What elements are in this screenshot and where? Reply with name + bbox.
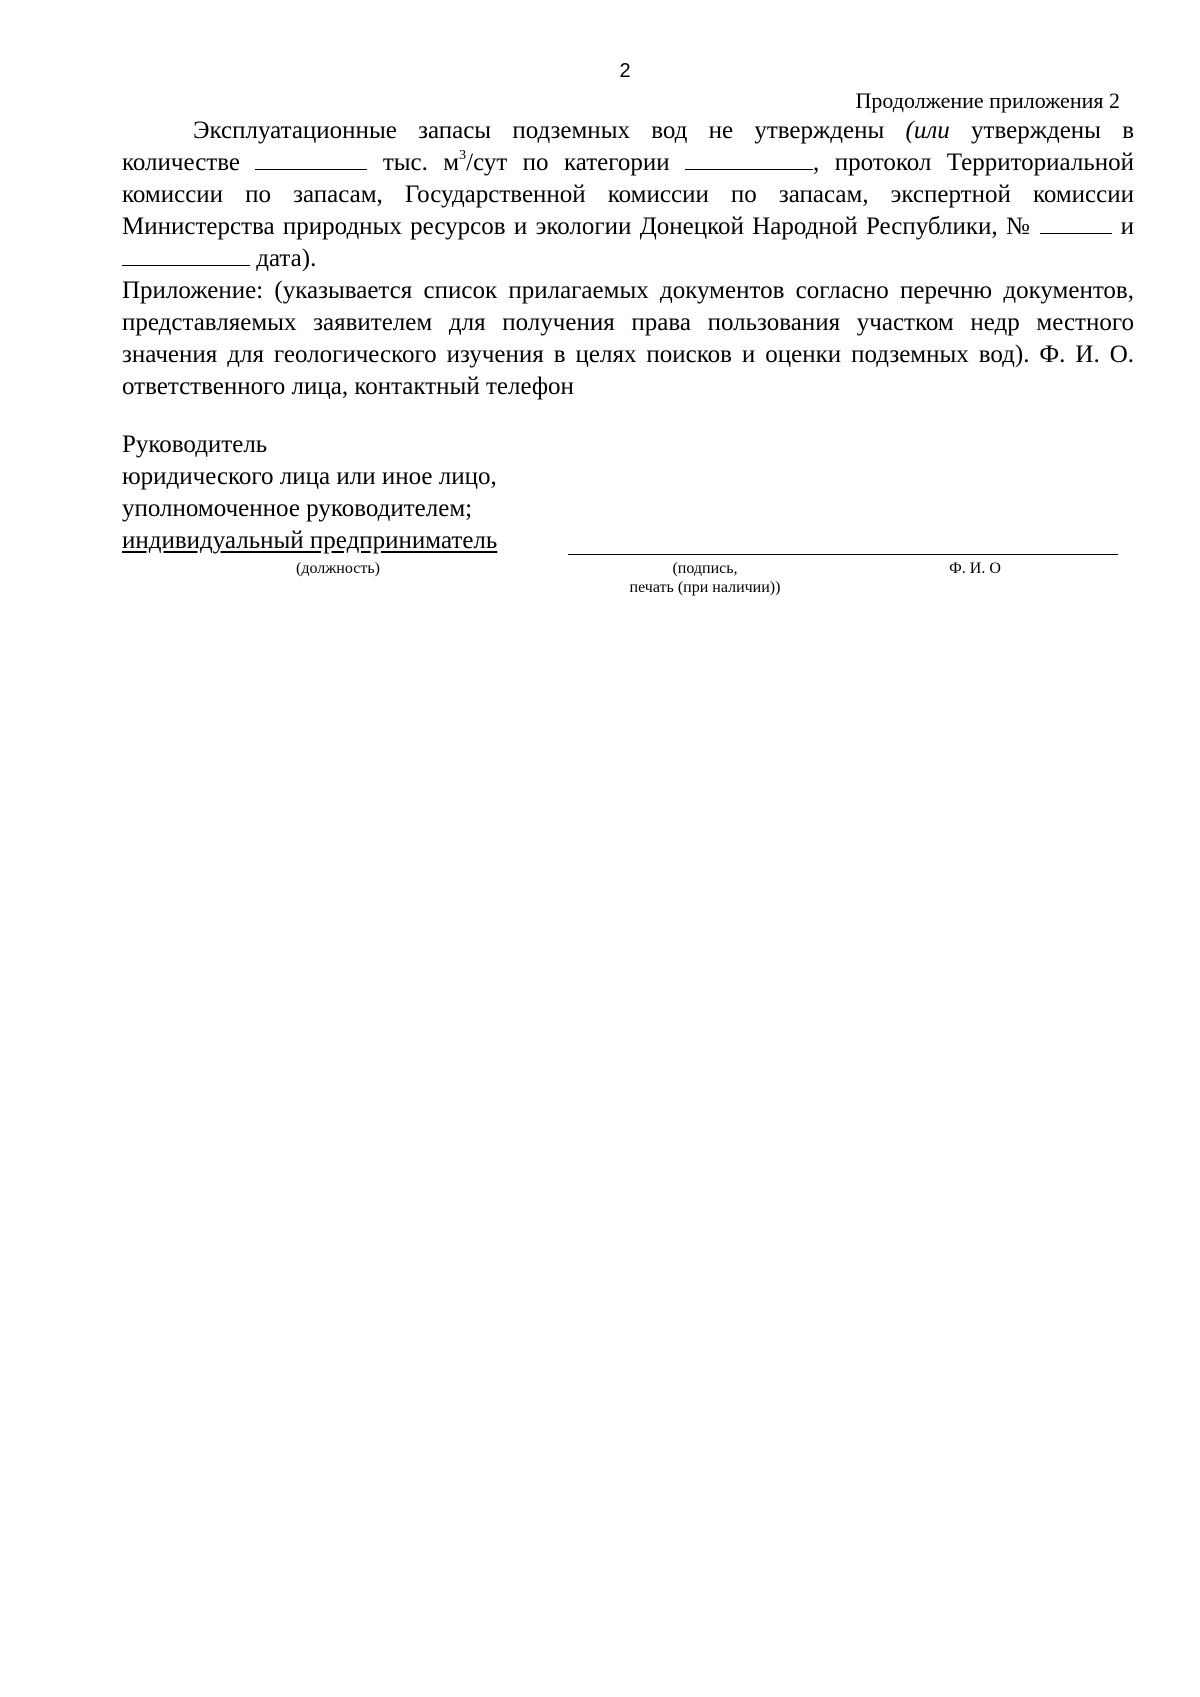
reserves-text-part2: утверждены в количестве (122, 117, 1135, 176)
position-caption: (должность) (296, 560, 380, 577)
signature-block (122, 429, 497, 557)
appendix-continuation-label: Продолжение приложения 2 (855, 88, 1120, 113)
signature-caption-line2: печать (при наличии)) (629, 579, 781, 596)
signature-caption-line1: (подпись, (672, 560, 738, 577)
reserves-conjunction: и (1120, 213, 1134, 240)
reserves-text-part1: Эксплуатационные запасы подземных вод не утверждены (193, 117, 885, 144)
reserves-text-part4: дата). (256, 245, 317, 272)
protocol-number-blank-field[interactable] (1040, 211, 1112, 234)
signature-caption (600, 559, 810, 597)
protocol-date-blank-field[interactable] (122, 243, 250, 266)
unit-suffix: /сут по категории (466, 149, 670, 176)
signatory-title-line3: уполномоченное руководителем; (122, 495, 473, 522)
reserves-text-part3: , протокол Территориальной комиссии по запасам, Государственной комиссии по запасам, экспертной комиссии Министерства природных ресурсов и экологии Донецкой Народной Республики, № (122, 149, 1135, 240)
signatory-title-line4: индивидуальный предприниматель (122, 527, 498, 554)
document-body (122, 115, 1134, 403)
reserves-paragraph (122, 115, 1134, 275)
attachment-paragraph: Приложение: (указывается список прилагаемых документов согласно перечню документов, представляемых заявителем для получения права пользования участком недр местного значения для геологического изучения в целях поисков и оценки подземных вод). Ф. И. О. ответственного лица, контактный телефон (122, 277, 1134, 400)
page-number: 2 (619, 60, 631, 82)
unit-prefix: тыс. м (382, 149, 460, 176)
signatory-title-line1: Руководитель (122, 431, 268, 458)
fio-caption: Ф. И. О (949, 560, 1001, 577)
reserves-italic-or: (или (905, 117, 950, 144)
unit-superscript: 3 (459, 148, 467, 163)
category-blank-field[interactable] (685, 147, 813, 170)
quantity-blank-field[interactable] (255, 147, 367, 170)
signature-line[interactable] (568, 554, 1118, 555)
signatory-title-line2: юридического лица или иное лицо, (122, 463, 497, 490)
